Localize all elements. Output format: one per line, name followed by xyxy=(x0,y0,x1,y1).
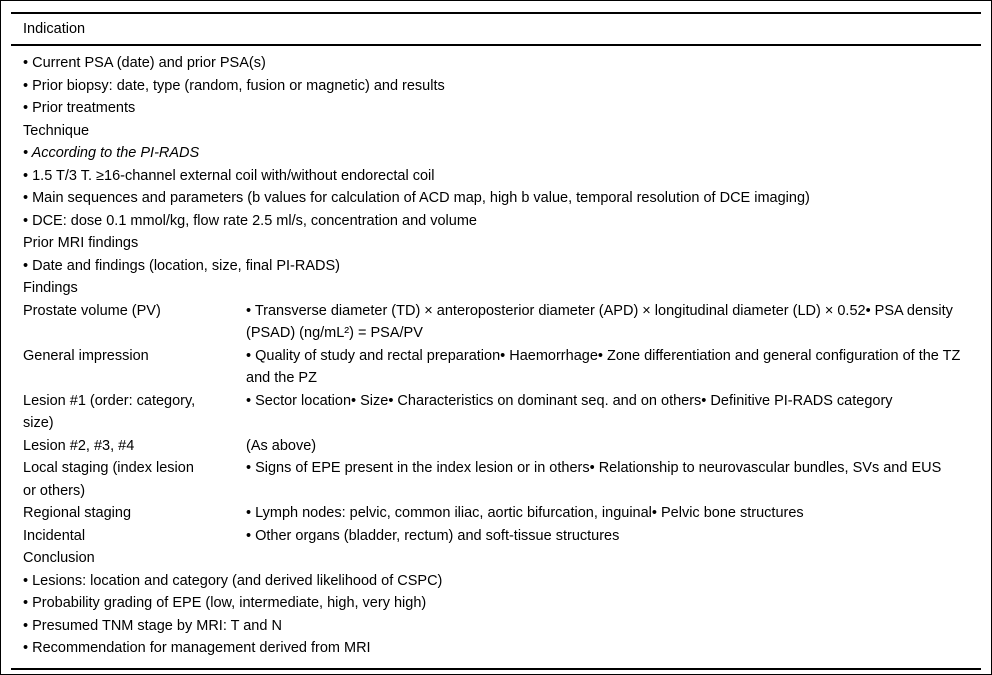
table-header-indication xyxy=(11,14,981,46)
row-text: • Recommendation for management derived from MRI xyxy=(23,640,371,656)
row-text: • 1.5 T/3 T. ≥16-channel external coil with/without endorectal coil xyxy=(23,167,435,184)
table-body xyxy=(11,46,981,670)
row-label: Lesion #1 (order: category, size) xyxy=(23,392,196,431)
row-label: Regional staging xyxy=(23,505,132,521)
table-row xyxy=(23,570,969,593)
table-row xyxy=(23,592,969,615)
table-row xyxy=(23,502,969,525)
table-row xyxy=(23,457,969,502)
row-description: • Sector location• Size• Characteristics on dominant seq. and on others• Definitive PI-RADS category xyxy=(246,392,893,409)
row-text: • According to the PI-RADS xyxy=(23,145,200,161)
table-row xyxy=(23,345,969,390)
table-row xyxy=(23,52,969,75)
row-text: Prior MRI findings xyxy=(23,235,139,251)
row-text: • Prior treatments xyxy=(23,100,136,116)
row-text: Conclusion xyxy=(23,550,95,566)
row-text: • DCE: dose 0.1 mmol/kg, flow rate 2.5 ml/s, concentration and volume xyxy=(23,212,477,229)
row-text: Technique xyxy=(23,122,90,139)
table-header-label: Indication xyxy=(23,21,86,37)
table-row xyxy=(23,255,969,278)
table-row xyxy=(23,142,969,165)
table-row xyxy=(23,232,969,255)
row-label: Incidental xyxy=(23,527,86,544)
row-text: • Current PSA (date) and prior PSA(s) xyxy=(23,55,266,71)
table-row xyxy=(23,97,969,120)
row-label: Lesion #2, #3, #4 xyxy=(23,437,135,454)
row-label: Prostate volume (PV) xyxy=(23,302,161,319)
table-row xyxy=(23,547,969,570)
row-label: General impression xyxy=(23,347,149,364)
table-row xyxy=(23,277,969,300)
row-text: Findings xyxy=(23,280,78,296)
table-row xyxy=(23,120,969,143)
table-row xyxy=(23,637,969,660)
table-row xyxy=(23,390,969,435)
row-text: • Date and findings (location, size, final PI-RADS) xyxy=(23,257,340,274)
row-text: • Prior biopsy: date, type (random, fusion or magnetic) and results xyxy=(23,77,445,94)
row-text: • Presumed TNM stage by MRI: T and N xyxy=(23,617,282,634)
table-row xyxy=(23,75,969,98)
row-text: • Main sequences and parameters (b values for calculation of ACD map, high b value, temporal resolution of DCE imaging) xyxy=(23,190,810,206)
table-row xyxy=(23,300,969,345)
row-label: Local staging (index lesion or others) xyxy=(23,460,194,499)
table-row xyxy=(23,615,969,638)
table-row xyxy=(23,525,969,548)
table-row xyxy=(23,187,969,210)
row-text: • Lesions: location and category (and derived likelihood of CSPC) xyxy=(23,572,443,589)
table-row xyxy=(23,210,969,233)
row-description: • Signs of EPE present in the index lesion or in others• Relationship to neurovascular bundles, SVs and EUS xyxy=(246,460,942,476)
indication-table xyxy=(11,12,981,670)
row-description: • Other organs (bladder, rectum) and soft-tissue structures xyxy=(246,527,620,544)
row-description: (As above) xyxy=(246,437,317,454)
row-description: • Quality of study and rectal preparation• Haemorrhage• Zone differentiation and general configuration of the TZ and the PZ xyxy=(246,347,961,386)
table-row xyxy=(23,435,969,458)
row-text: • Probability grading of EPE (low, intermediate, high, very high) xyxy=(23,595,427,611)
row-description: • Transverse diameter (TD) × anteroposterior diameter (APD) × longitudinal diameter (LD) × 0.52• PSA density (PSAD) (ng/mL²) = PSA/PV xyxy=(246,302,953,341)
row-description: • Lymph nodes: pelvic, common iliac, aortic bifurcation, inguinal• Pelvic bone structures xyxy=(246,505,804,521)
table-row xyxy=(23,165,969,188)
